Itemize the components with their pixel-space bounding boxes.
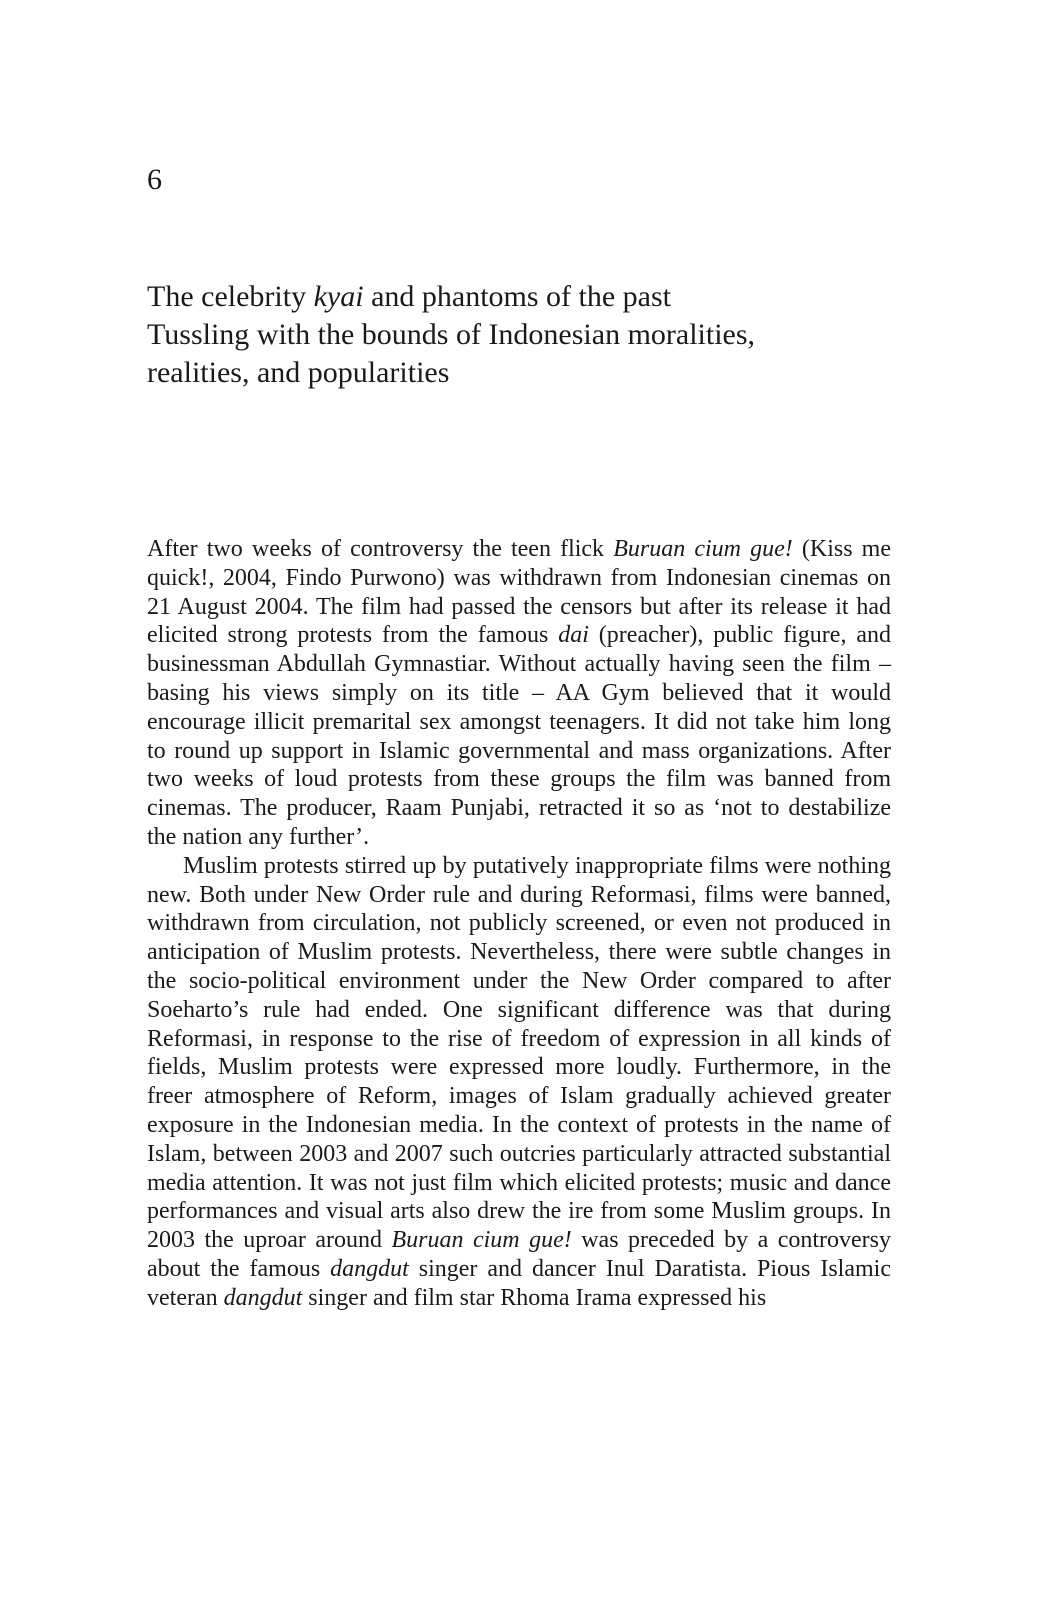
chapter-number: 6 bbox=[147, 163, 162, 196]
italic-term: Buruan cium gue! bbox=[391, 1227, 572, 1254]
italic-term: dangdut bbox=[330, 1255, 409, 1282]
text-run: (preacher), public figure, and businessman Abdullah Gymnastiar. Without actually having seen the film – basing his views simply on its title – AA Gym believed that it would encourage illicit premarital sex amongst teenagers. It did not take him long to round up support in Islamic governmental and mass organizations. After two weeks of loud protests from these groups the film was banned from cinemas. The producer, Raam Punjabi, retracted it so as ‘not to destabilize the nation any further’. bbox=[147, 622, 891, 850]
text-run: singer and film star Rhoma Irama expressed his bbox=[302, 1284, 767, 1311]
chapter-title-line-1: The celebrity kyai and phantoms of the past bbox=[147, 280, 672, 313]
text-run: singer and dancer Inul Daratista. Pious Islamic veteran bbox=[147, 1255, 891, 1311]
paragraph-1 bbox=[147, 535, 891, 852]
text-run: was preceded by a controversy about the famous bbox=[147, 1227, 891, 1282]
text-run: (Kiss me quick!, 2004, Findo Purwono) was withdrawn from Indonesian cinemas on 21 August 2004. The film had passed the censors but after its release it had elicited strong protests from the famous bbox=[147, 536, 891, 649]
chapter-title bbox=[147, 278, 907, 392]
italic-term: dai bbox=[558, 622, 589, 649]
italic-term: dangdut bbox=[223, 1284, 303, 1311]
text-run: After two weeks of controversy the teen flick bbox=[147, 536, 614, 562]
chapter-title-italic-term: kyai bbox=[313, 280, 364, 313]
chapter-subtitle-line-2: realities, and popularities bbox=[147, 356, 450, 389]
text-run: Muslim protests stirred up by putatively inappropriate films were nothing new. Both under New Order rule and during Reformasi, films were banned, withdrawn from circulation, not publicly screened, or even not produced in anticipation of Muslim protests. Nevertheless, there were subtle changes in the socio-political environment under the New Order compared to after Soeharto’s rule had ended. One significant difference was that during Reformasi, in response to the rise of freedom of expression in all kinds of fields, Muslim protests were expressed more loudly. Furthermore, in the freer atmosphere of Reform, images of Islam gradually achieved greater exposure in the Indonesian media. In the context of protests in the name of Islam, between 2003 and 2007 such outcries particularly attracted substantial media attention. It was not just film which elicited protests; music and dance performances and visual arts also drew the ire from some Muslim groups. In 2003 the uproar around bbox=[147, 852, 891, 1254]
italic-term: Buruan cium gue! bbox=[613, 536, 793, 562]
body-text bbox=[147, 535, 891, 1313]
chapter-subtitle-line-1: Tussling with the bounds of Indonesian moralities, bbox=[147, 318, 756, 351]
paragraph-2 bbox=[147, 852, 891, 1313]
